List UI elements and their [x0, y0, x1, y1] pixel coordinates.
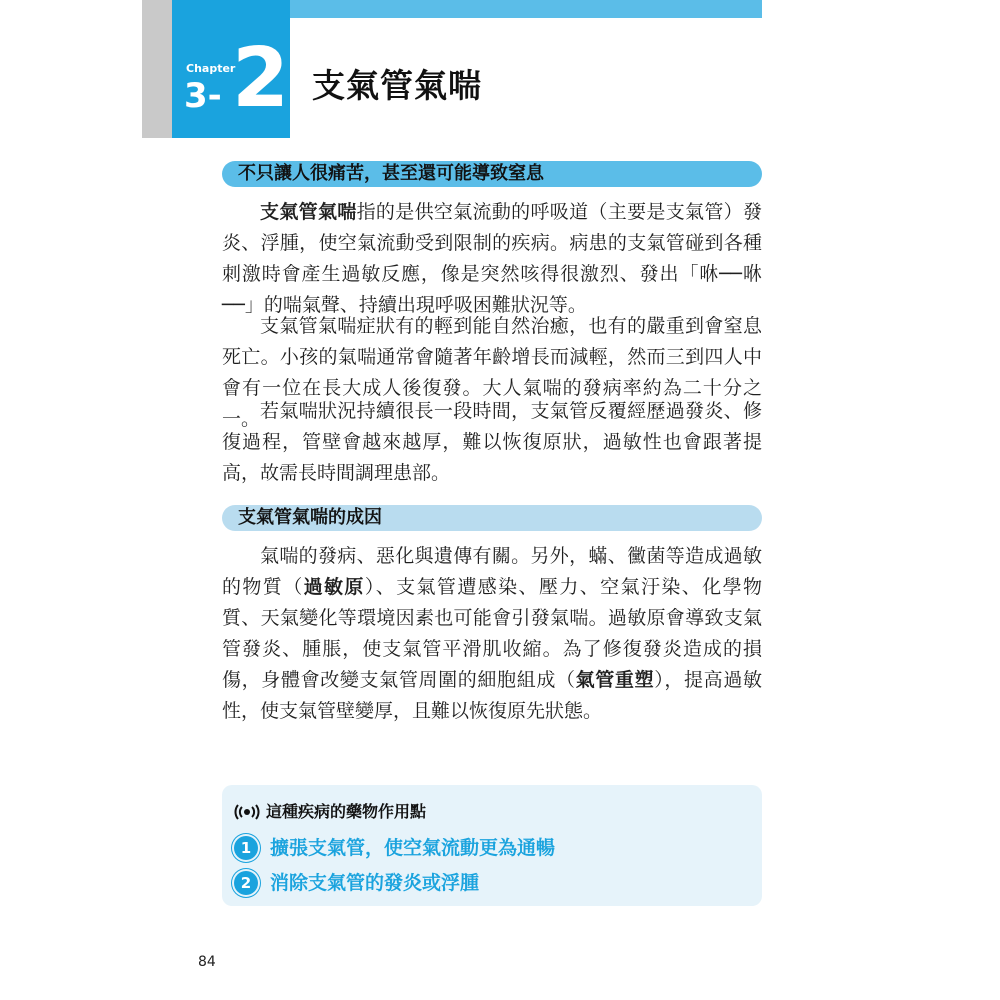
page-number: 84 [198, 954, 216, 970]
header-top-strip [290, 0, 762, 18]
drug-box-heading [234, 799, 426, 822]
drug-action-box [222, 785, 762, 906]
number-badge: 2 [234, 871, 258, 895]
paragraph-text: ），提高過敏性，使支氣管壁變厚，且難以恢復原先狀態。 [222, 669, 762, 722]
bold-term: 過敏原 [303, 576, 365, 598]
chapter-number: 2 [232, 31, 290, 126]
header-gray-tab [142, 0, 172, 138]
paragraph-definition [222, 197, 762, 321]
page-title: 支氣管氣喘 [312, 66, 482, 105]
chapter-badge [172, 0, 290, 138]
paragraph-text: 指的是供空氣流動的呼吸道（主要是支氣管）發炎、浮腫，使空氣流動受到限制的疾病。病患的支氣管碰到各種刺激時會產生過敏反應，像是突然咳得很激烈、發出「咻──咻──」的喘氣聲、持續出現呼吸困難狀況等。 [222, 201, 762, 316]
chapter-label: Chapter [186, 62, 236, 75]
section-heading-2: 支氣管氣喘的成因 [222, 505, 762, 531]
bold-term: 支氣管氣喘 [260, 201, 357, 223]
paragraph-severity: 支氣管氣喘症狀有的輕到能自然治癒，也有的嚴重到會窒息死亡。小孩的氣喘通常會隨著年齡增長而減輕，然而三到四人中會有一位在長大成人後復發。大人氣喘的發病率約為二十分之一。 [222, 315, 762, 430]
drug-point-2 [234, 868, 479, 895]
signal-icon [234, 804, 260, 820]
drug-point-1 [234, 833, 555, 860]
paragraph-causes [222, 541, 762, 727]
bold-term: 氣管重塑 [575, 669, 655, 691]
drug-box-heading-text: 這種疾病的藥物作用點 [266, 802, 427, 821]
number-badge: 1 [234, 836, 258, 860]
drug-point-text: 消除支氣管的發炎或浮腫 [270, 872, 480, 894]
section-heading-1: 不只讓人很痛苦，甚至還可能導致窒息 [222, 161, 762, 187]
chapter-section-prefix: 3- [184, 76, 222, 116]
paragraph-text: ）、支氣管遭感染、壓力、空氣汙染、化學物質、天氣變化等環境因素也可能會引發氣喘。過敏原會導致支氣管發炎、腫脹，使支氣管平滑肌收縮。為了修復發炎造成的損傷，身體會改變支氣管周圍的細胞組成（ [222, 576, 762, 691]
drug-point-text: 擴張支氣管，使空氣流動更為通暢 [270, 837, 556, 859]
paragraph-text: 氣喘的發病、惡化與遺傳有關。另外，蟎、黴菌等造成過敏的物質（ [222, 545, 762, 598]
paragraph-chronic: 若氣喘狀況持續很長一段時間，支氣管反覆經歷過發炎、修復過程，管壁會越來越厚，難以恢復原狀，過敏性也會跟著提高，故需長時間調理患部。 [222, 400, 762, 484]
